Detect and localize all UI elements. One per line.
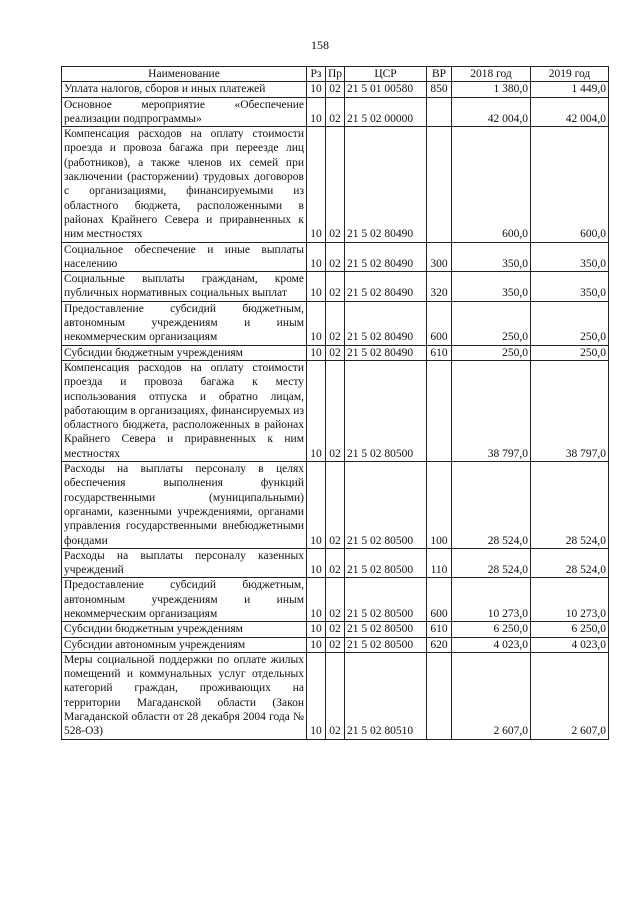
cell-pr: 02 — [326, 127, 345, 242]
cell-name: Основное мероприятие «Обеспечение реализации подпрограммы» — [62, 97, 307, 127]
table-row — [62, 622, 609, 637]
cell-y2018: 38 797,0 — [452, 360, 531, 461]
cell-pr: 02 — [326, 301, 345, 345]
cell-y2018: 250,0 — [452, 345, 531, 360]
cell-vr: 610 — [427, 345, 452, 360]
cell-name: Предоставление субсидий бюджетным, автономным учреждениям и иным некоммерческим организациям — [62, 301, 307, 345]
col-header-csr: ЦСР — [345, 67, 427, 82]
cell-name: Компенсация расходов на оплату стоимости проезда и провоза багажа при переезде лиц (работников), а также членов их семей при заключении (расторжении) трудовых договоров с организациями, финансируемыми из областного бюджета, расположенными в районах Крайнего Севера и приравненных к ним местностях — [62, 127, 307, 242]
table-row — [62, 97, 609, 127]
cell-csr: 21 5 02 80500 — [345, 622, 427, 637]
cell-csr: 21 5 02 00000 — [345, 97, 427, 127]
cell-csr: 21 5 02 80490 — [345, 272, 427, 302]
col-header-name: Наименование — [62, 67, 307, 82]
cell-rz: 10 — [307, 637, 326, 652]
cell-pr: 02 — [326, 82, 345, 97]
table-row — [62, 301, 609, 345]
cell-rz: 10 — [307, 622, 326, 637]
cell-pr: 02 — [326, 360, 345, 461]
cell-y2018: 250,0 — [452, 301, 531, 345]
table-row — [62, 578, 609, 622]
cell-y2018: 28 524,0 — [452, 548, 531, 578]
cell-vr — [427, 360, 452, 461]
cell-pr: 02 — [326, 272, 345, 302]
cell-y2018: 350,0 — [452, 272, 531, 302]
table-row — [62, 548, 609, 578]
cell-y2018: 6 250,0 — [452, 622, 531, 637]
cell-y2019: 10 273,0 — [531, 578, 609, 622]
cell-y2019: 250,0 — [531, 345, 609, 360]
cell-csr: 21 5 02 80500 — [345, 548, 427, 578]
cell-vr — [427, 97, 452, 127]
cell-y2018: 28 524,0 — [452, 462, 531, 549]
cell-csr: 21 5 02 80510 — [345, 652, 427, 739]
cell-vr: 300 — [427, 242, 452, 272]
cell-csr: 21 5 02 80500 — [345, 360, 427, 461]
cell-y2019: 2 607,0 — [531, 652, 609, 739]
cell-name: Субсидии автономным учреждениям — [62, 637, 307, 652]
cell-vr: 600 — [427, 301, 452, 345]
cell-y2019: 28 524,0 — [531, 462, 609, 549]
cell-y2018: 42 004,0 — [452, 97, 531, 127]
cell-name: Социальные выплаты гражданам, кроме публичных нормативных социальных выплат — [62, 272, 307, 302]
cell-y2019: 1 449,0 — [531, 82, 609, 97]
cell-rz: 10 — [307, 242, 326, 272]
cell-name: Субсидии бюджетным учреждениям — [62, 345, 307, 360]
cell-vr: 320 — [427, 272, 452, 302]
cell-rz: 10 — [307, 301, 326, 345]
cell-csr: 21 5 01 00580 — [345, 82, 427, 97]
budget-table — [61, 66, 609, 740]
table-row — [62, 242, 609, 272]
cell-name: Уплата налогов, сборов и иных платежей — [62, 82, 307, 97]
cell-csr: 21 5 02 80500 — [345, 578, 427, 622]
cell-pr: 02 — [326, 345, 345, 360]
col-header-vr: ВР — [427, 67, 452, 82]
table-header-row — [62, 67, 609, 82]
cell-rz: 10 — [307, 97, 326, 127]
cell-pr: 02 — [326, 242, 345, 272]
cell-name: Меры социальной поддержки по оплате жилых помещений и коммунальных услуг отдельных категорий граждан, проживающих на территории Магаданской области (Закон Магаданской области от 28 декабря 2004 года № 528-ОЗ) — [62, 652, 307, 739]
cell-y2019: 38 797,0 — [531, 360, 609, 461]
table-row — [62, 652, 609, 739]
cell-rz: 10 — [307, 127, 326, 242]
cell-vr: 110 — [427, 548, 452, 578]
table-row — [62, 345, 609, 360]
cell-vr: 600 — [427, 578, 452, 622]
cell-name: Социальное обеспечение и иные выплаты населению — [62, 242, 307, 272]
col-header-2018: 2018 год — [452, 67, 531, 82]
cell-pr: 02 — [326, 97, 345, 127]
cell-rz: 10 — [307, 462, 326, 549]
table-row — [62, 127, 609, 242]
cell-name: Предоставление субсидий бюджетным, автономным учреждениям и иным некоммерческим организациям — [62, 578, 307, 622]
cell-y2019: 4 023,0 — [531, 637, 609, 652]
cell-y2018: 2 607,0 — [452, 652, 531, 739]
col-header-pr: Пр — [326, 67, 345, 82]
cell-y2019: 600,0 — [531, 127, 609, 242]
cell-y2018: 600,0 — [452, 127, 531, 242]
cell-vr — [427, 127, 452, 242]
cell-y2019: 250,0 — [531, 301, 609, 345]
cell-name: Субсидии бюджетным учреждениям — [62, 622, 307, 637]
cell-rz: 10 — [307, 360, 326, 461]
cell-csr: 21 5 02 80490 — [345, 242, 427, 272]
cell-csr: 21 5 02 80490 — [345, 301, 427, 345]
cell-csr: 21 5 02 80500 — [345, 637, 427, 652]
cell-y2018: 350,0 — [452, 242, 531, 272]
cell-vr: 620 — [427, 637, 452, 652]
cell-pr: 02 — [326, 622, 345, 637]
cell-csr: 21 5 02 80490 — [345, 345, 427, 360]
cell-pr: 02 — [326, 578, 345, 622]
cell-vr: 610 — [427, 622, 452, 637]
cell-rz: 10 — [307, 82, 326, 97]
cell-y2019: 42 004,0 — [531, 97, 609, 127]
col-header-rz: Рз — [307, 67, 326, 82]
cell-csr: 21 5 02 80490 — [345, 127, 427, 242]
table-row — [62, 462, 609, 549]
cell-y2019: 350,0 — [531, 242, 609, 272]
cell-pr: 02 — [326, 548, 345, 578]
table-row — [62, 637, 609, 652]
cell-rz: 10 — [307, 652, 326, 739]
col-header-2019: 2019 год — [531, 67, 609, 82]
table-row — [62, 82, 609, 97]
table-body — [62, 82, 609, 739]
cell-csr: 21 5 02 80500 — [345, 462, 427, 549]
cell-y2018: 10 273,0 — [452, 578, 531, 622]
cell-y2018: 1 380,0 — [452, 82, 531, 97]
cell-y2019: 350,0 — [531, 272, 609, 302]
cell-y2018: 4 023,0 — [452, 637, 531, 652]
cell-vr: 850 — [427, 82, 452, 97]
table-row — [62, 272, 609, 302]
cell-name: Расходы на выплаты персоналу казенных учреждений — [62, 548, 307, 578]
cell-pr: 02 — [326, 462, 345, 549]
cell-vr: 100 — [427, 462, 452, 549]
cell-rz: 10 — [307, 548, 326, 578]
table-row — [62, 360, 609, 461]
cell-rz: 10 — [307, 272, 326, 302]
cell-rz: 10 — [307, 345, 326, 360]
cell-pr: 02 — [326, 637, 345, 652]
cell-name: Компенсация расходов на оплату стоимости проезда и провоза багажа к месту использования отпуска и обратно лицам, работающим в организациях, финансируемых из областного бюджета, расположенных в районах Крайнего Севера и приравненных к ним местностях — [62, 360, 307, 461]
cell-rz: 10 — [307, 578, 326, 622]
cell-vr — [427, 652, 452, 739]
cell-y2019: 6 250,0 — [531, 622, 609, 637]
cell-y2019: 28 524,0 — [531, 548, 609, 578]
cell-name: Расходы на выплаты персоналу в целях обеспечения выполнения функций государственными (муниципальными) органами, казенными учреждениями, органами управления государственными внебюджетными фондами — [62, 462, 307, 549]
page-number: 158 — [311, 38, 329, 52]
cell-pr: 02 — [326, 652, 345, 739]
